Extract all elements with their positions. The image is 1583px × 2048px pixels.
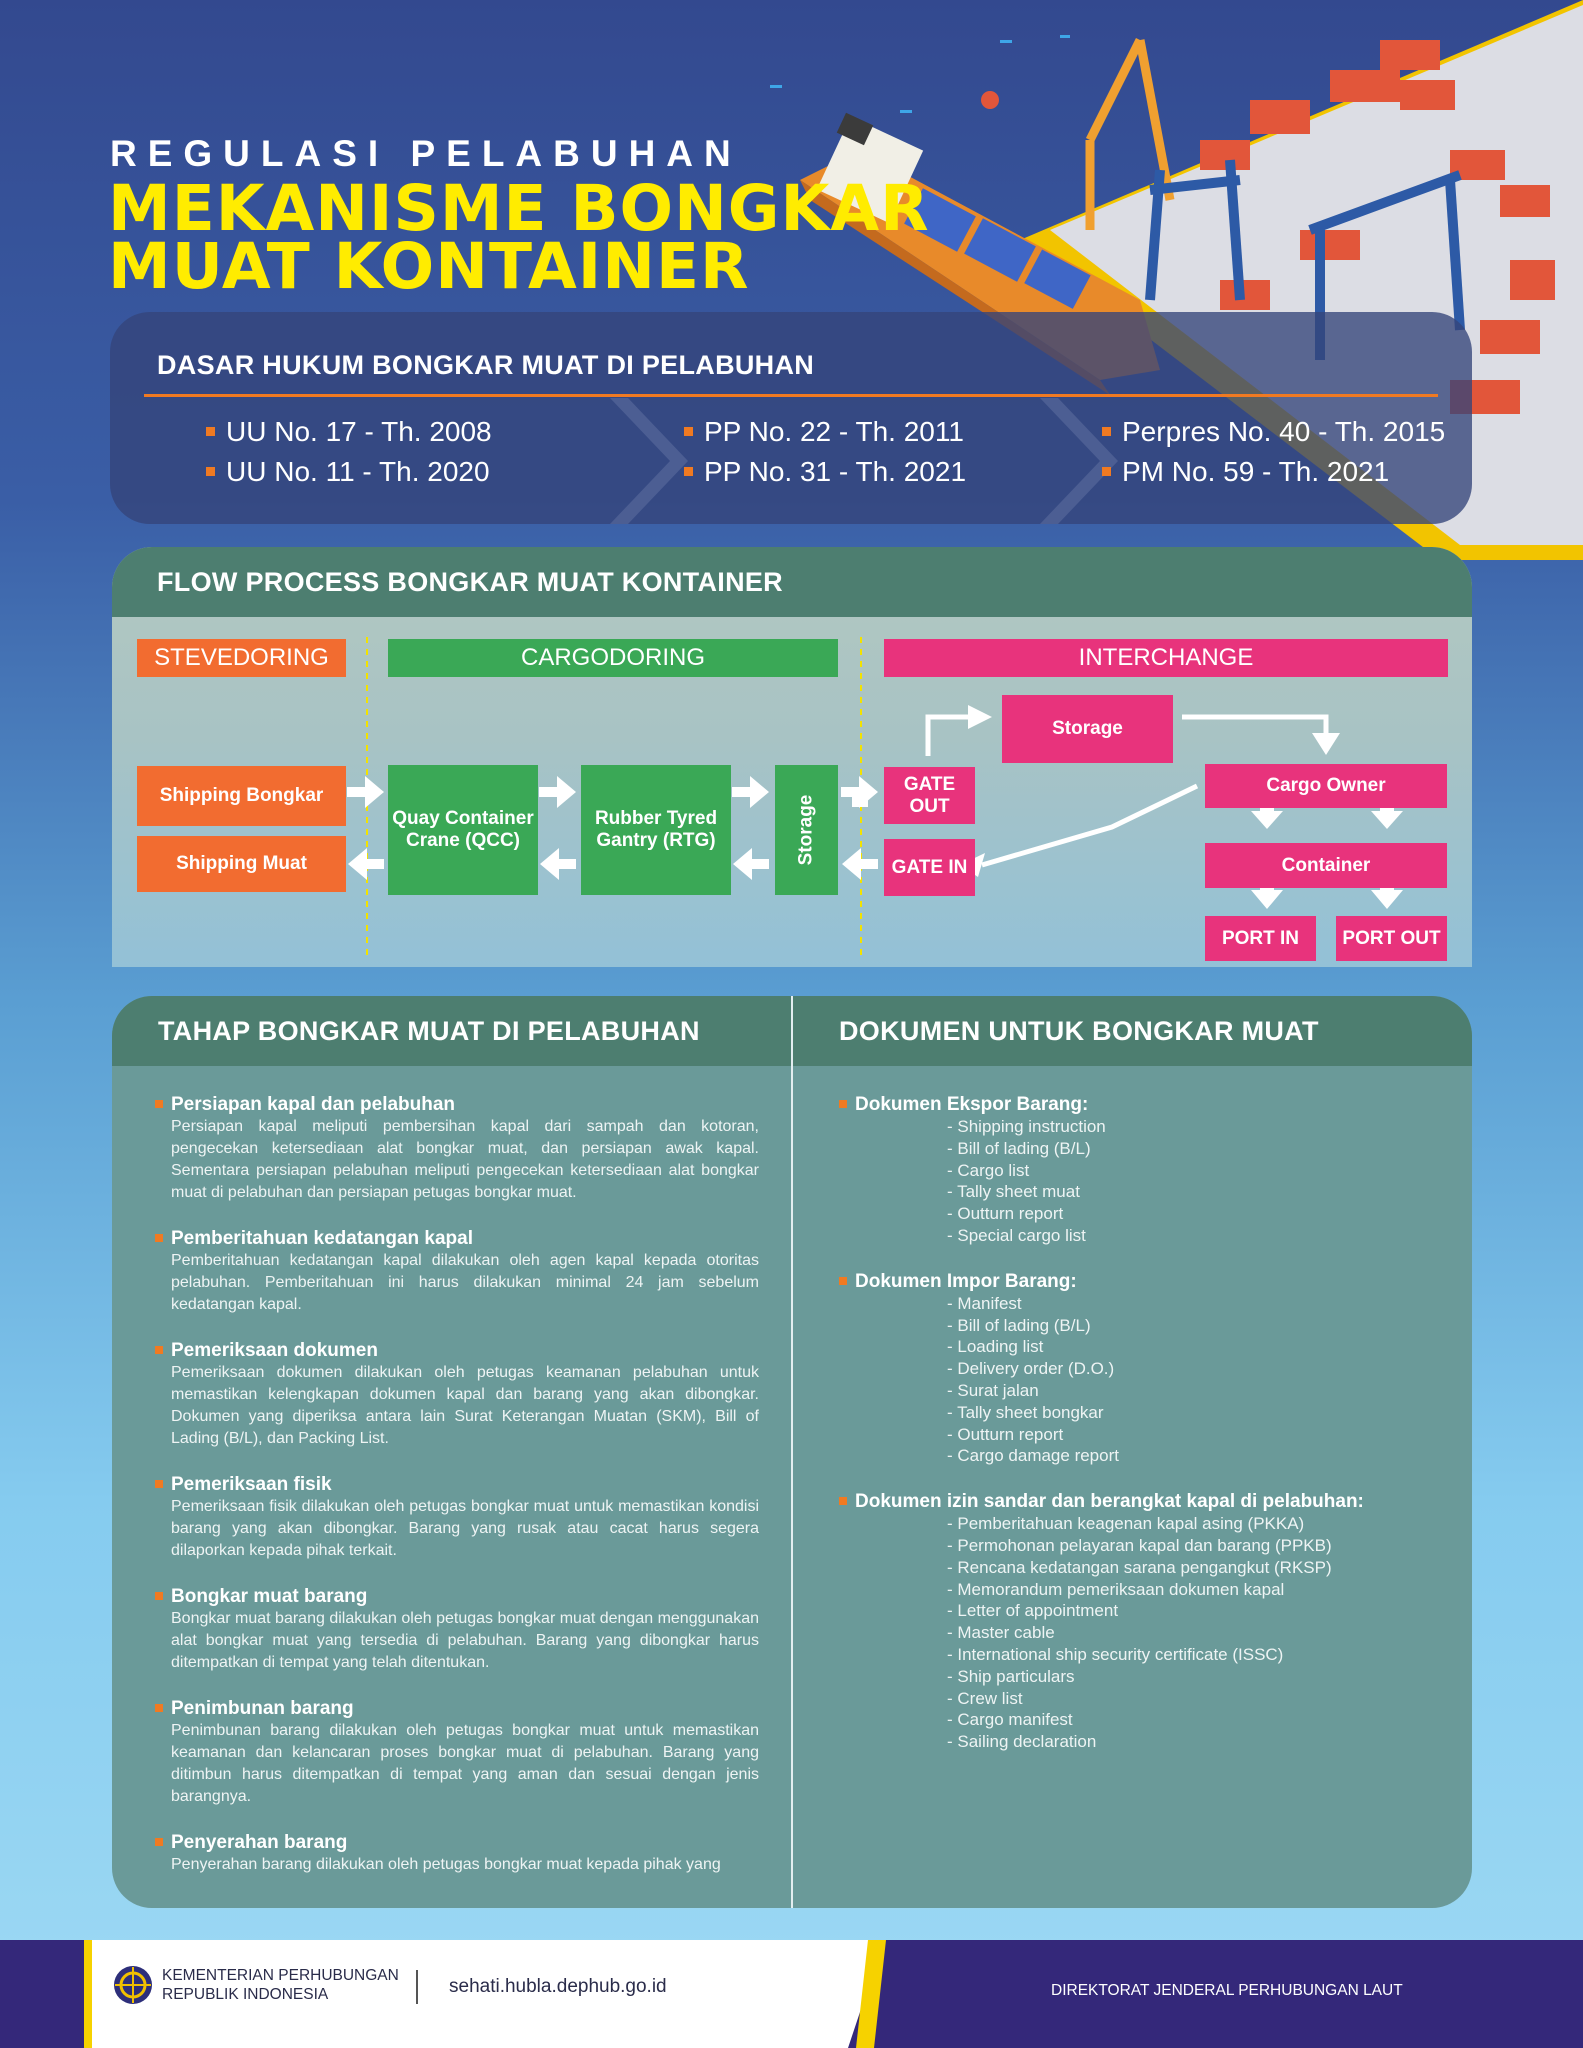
law-item: UU No. 17 - Th. 2008 (206, 412, 492, 452)
list-item (159, 1586, 759, 1674)
document-item: - Loading list (947, 1337, 1044, 1357)
heading-divider (144, 394, 1438, 397)
document-item: - Shipping instruction (947, 1117, 1106, 1136)
arrow-left-icon (348, 848, 384, 880)
document-group-title: Dokumen Impor Barang: (839, 1271, 1449, 1293)
flow-process-panel (112, 547, 1472, 967)
port-in-node: PORT IN (1205, 916, 1316, 961)
interchange-label: INTERCHANGE (884, 639, 1448, 677)
list-item (159, 1340, 759, 1450)
law-column-3 (1102, 412, 1445, 492)
list-item (159, 1474, 759, 1562)
document-item: - Memorandum pemeriksaan dokumen kapal (947, 1579, 1285, 1599)
law-item: PM No. 59 - Th. 2021 (1102, 452, 1445, 492)
arrow-down-icon (1371, 890, 1403, 909)
law-item: PP No. 22 - Th. 2011 (684, 412, 966, 452)
documents-list (839, 1094, 1449, 1777)
water-ripples (770, 35, 1070, 113)
kicker-title: REGULASI PELABUHAN (110, 133, 742, 174)
document-item: - Cargo manifest (947, 1710, 1073, 1730)
document-item: - Rencana kedatangan sarana pengangkut (RKSP) (947, 1557, 1332, 1577)
law-column-1 (206, 412, 492, 492)
stage-title: Pemberitahuan kedatangan kapal (159, 1228, 759, 1250)
footer-yellow-stripe (84, 1940, 92, 2048)
legal-basis-panel (110, 312, 1472, 524)
ministry-name (162, 1966, 399, 2004)
cargodoring-label: CARGODORING (388, 639, 838, 677)
document-item: - Outturn report (947, 1424, 1064, 1444)
document-item: - Letter of appointment (947, 1601, 1119, 1621)
document-item: - Cargo damage report (947, 1446, 1119, 1466)
law-item: PP No. 31 - Th. 2021 (684, 452, 966, 492)
column-divider (791, 996, 793, 1908)
stage-body: Penimbunan barang dilakukan oleh petugas bongkar muat untuk memastikan keamanan dan kelancaran proses bongkar muat di pelabuhan. Barang yang ditimbun harus ditempatkan di tempat yang aman dan sesuai dengan jenis barangnya. (171, 1722, 759, 1805)
stage-body: Pemeriksaan fisik dilakukan oleh petugas bongkar muat untuk memastikan kondisi barang yang akan dibongkar. Barang yang rusak atau cacat harus segera dilaporkan kepada pihak terkait. (171, 1498, 759, 1559)
stage-title: Penyerahan barang (159, 1832, 759, 1854)
stevedoring-label: STEVEDORING (137, 639, 346, 677)
arrow-down-icon (852, 793, 868, 807)
flow-connectors (112, 547, 1472, 967)
stage-title: Penimbunan barang (159, 1698, 759, 1720)
website-link[interactable]: sehati.hubla.dephub.go.id (449, 1976, 667, 1997)
document-item: - Pemberitahuan keagenan kapal asing (PKKA) (947, 1514, 1305, 1534)
document-item: - Bill of lading (B/L) (947, 1138, 1091, 1158)
storage-interchange-node: Storage (1002, 695, 1173, 763)
arrow-down-icon (1371, 811, 1403, 829)
list-item (159, 1698, 759, 1808)
document-item: - Tally sheet muat (947, 1182, 1080, 1202)
stages-list (159, 1094, 759, 1900)
document-item: - International ship security certificate (ISSC) (947, 1644, 1284, 1664)
list-item (159, 1832, 759, 1876)
container-node: Container (1205, 843, 1447, 888)
list-item (159, 1094, 759, 1204)
arrow-left-icon (733, 848, 769, 880)
arrow-left-icon (540, 848, 576, 880)
document-item: - Tally sheet bongkar (947, 1402, 1104, 1422)
law-item: UU No. 11 - Th. 2020 (206, 452, 492, 492)
arrow-right-icon (539, 776, 576, 808)
document-item: - Sailing declaration (947, 1732, 1097, 1752)
stages-heading: TAHAP BONGKAR MUAT DI PELABUHAN (158, 1016, 700, 1046)
ministry-line-1: KEMENTERIAN PERHUBUNGAN (162, 1967, 399, 1984)
arrow-down-icon (1251, 811, 1283, 829)
chevron-divider-icon (610, 398, 690, 524)
arrow-right-icon (968, 705, 992, 729)
title-line-2: MUAT KONTAINER (108, 230, 750, 303)
arrow-right-icon (347, 776, 384, 808)
buoy-icon (981, 91, 999, 109)
document-group-berthing (839, 1491, 1449, 1753)
stage-title: Bongkar muat barang (159, 1586, 759, 1608)
document-item: - Surat jalan (947, 1380, 1039, 1400)
ministry-logo-icon (112, 1964, 154, 2006)
arrow-down-icon (1312, 733, 1340, 755)
document-item: - Cargo list (947, 1160, 1030, 1180)
gate-in-node: GATE IN (884, 839, 975, 896)
cargo-owner-node: Cargo Owner (1205, 764, 1447, 808)
document-group-import (839, 1271, 1449, 1467)
stage-body: Persiapan kapal meliputi pembersihan kapal dari sampah dan kotoran, pengecekan ketersediaan alat bongkar muat, dan persiapan awak kapal. Sementara persiapan pelabuhan meliputi pengecekan ketersediaan alat bongkar muat di pelabuhan dan persiapan petugas bongkar muat. (171, 1118, 759, 1201)
port-out-node: PORT OUT (1336, 916, 1447, 961)
document-item: - Manifest (947, 1293, 1022, 1313)
document-item: - Bill of lading (B/L) (947, 1315, 1091, 1335)
list-item (159, 1228, 759, 1316)
legal-basis-heading: DASAR HUKUM BONGKAR MUAT DI PELABUHAN (157, 350, 815, 380)
stages-documents-panel (112, 996, 1472, 1908)
stage-body: Penyerahan barang dilakukan oleh petugas bongkar muat kepada pihak yang (171, 1856, 721, 1873)
shipping-muat-node: Shipping Muat (137, 836, 346, 892)
law-column-2 (684, 412, 966, 492)
gate-out-node: GATE OUT (884, 767, 975, 824)
document-group-export (839, 1094, 1449, 1247)
footer (0, 1940, 1583, 2048)
stage-title: Pemeriksaan dokumen (159, 1340, 759, 1362)
storage-node (775, 765, 838, 895)
arrow-down-icon (1251, 890, 1283, 909)
document-item: - Master cable (947, 1623, 1055, 1643)
document-group-title: Dokumen izin sandar dan berangkat kapal di pelabuhan: (839, 1491, 1449, 1513)
footer-separator (416, 1970, 418, 2004)
stage-body: Pemeriksaan dokumen dilakukan oleh petugas keamanan pelabuhan untuk memastikan kelengkapan dokumen kapal dan barang yang akan dibongkar. Dokumen yang diperiksa antara lain Surat Keterangan Muatan (SKM), Bill of Lading (B/L), dan Packing List. (171, 1364, 759, 1447)
arrow-left-icon (842, 848, 878, 880)
document-item: - Ship particulars (947, 1666, 1075, 1686)
rtg-node: Rubber Tyred Gantry (RTG) (581, 765, 731, 895)
storage-node-label: Storage (795, 794, 817, 866)
arrow-right-icon (732, 776, 769, 808)
document-item: - Crew list (947, 1688, 1023, 1708)
qcc-node: Quay Container Crane (QCC) (388, 765, 538, 895)
stage-title: Persiapan kapal dan pelabuhan (159, 1094, 759, 1116)
shipping-bongkar-node: Shipping Bongkar (137, 766, 346, 826)
document-item: - Special cargo list (947, 1225, 1086, 1245)
document-item: - Permohonan pelayaran kapal dan barang (PPKB) (947, 1535, 1332, 1555)
document-item: - Outturn report (947, 1204, 1064, 1224)
flow-process-heading: FLOW PROCESS BONGKAR MUAT KONTAINER (157, 567, 783, 597)
stage-body: Pemberitahuan kedatangan kapal dilakukan oleh agen kapal kepada otoritas pelabuhan. Pemberitahuan ini harus dilakukan minimal 24 jam sebelum kedatangan kapal. (171, 1252, 759, 1313)
main-title (108, 172, 930, 303)
document-group-title: Dokumen Ekspor Barang: (839, 1094, 1449, 1116)
stage-title: Pemeriksaan fisik (159, 1474, 759, 1496)
directorate-name: DIREKTORAT JENDERAL PERHUBUNGAN LAUT (1051, 1982, 1403, 1999)
stage-body: Bongkar muat barang dilakukan oleh petugas bongkar muat dengan menggunakan alat bongkar muat yang tersedia di pelabuhan. Barang yang dibongkar harus ditempatkan di tempat yang telah ditentukan. (171, 1610, 759, 1671)
title-line-1: MEKANISME BONGKAR (108, 172, 930, 245)
ministry-line-2: REPUBLIK INDONESIA (162, 1986, 329, 2003)
law-item: Perpres No. 40 - Th. 2015 (1102, 412, 1445, 452)
document-item: - Delivery order (D.O.) (947, 1359, 1115, 1379)
documents-heading: DOKUMEN UNTUK BONGKAR MUAT (839, 1016, 1319, 1046)
